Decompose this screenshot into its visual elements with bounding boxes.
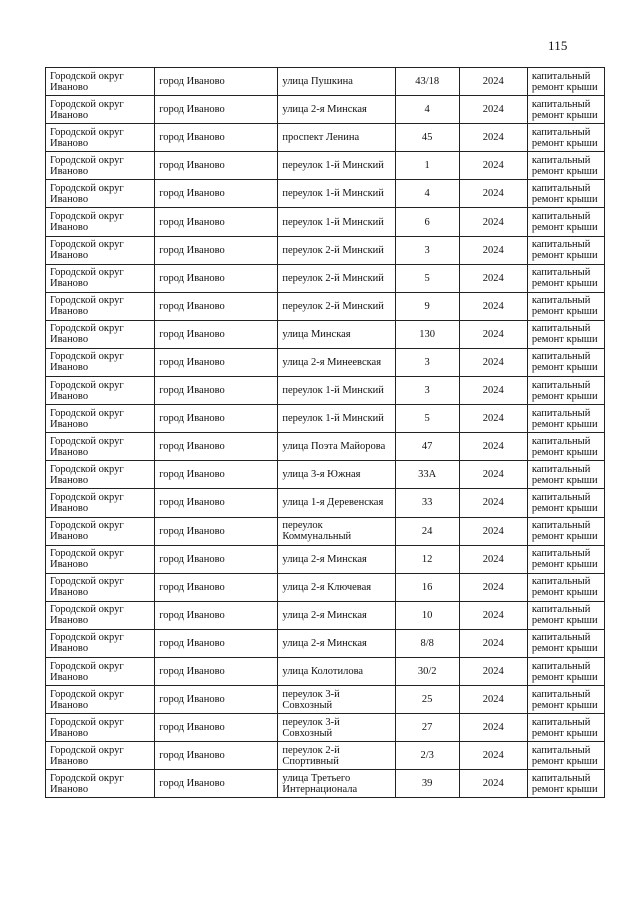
- registry-body: [46, 68, 605, 798]
- year-cell: 2024: [459, 433, 527, 461]
- street-cell: улица 2-я Минская: [278, 96, 395, 124]
- house-cell: 39: [395, 770, 459, 798]
- house-cell: 25: [395, 686, 459, 714]
- street-cell: переулок 3-й Совхозный: [278, 686, 395, 714]
- city-cell: город Иваново: [155, 770, 278, 798]
- table-row: [46, 629, 605, 657]
- house-cell: 4: [395, 180, 459, 208]
- street-cell: переулок 1-й Минский: [278, 152, 395, 180]
- city-cell: город Иваново: [155, 292, 278, 320]
- city-cell: город Иваново: [155, 377, 278, 405]
- street-cell: улица Третьего Интернационала: [278, 770, 395, 798]
- table-row: [46, 433, 605, 461]
- house-cell: 2/3: [395, 742, 459, 770]
- table-row: [46, 686, 605, 714]
- house-cell: 8/8: [395, 629, 459, 657]
- city-cell: город Иваново: [155, 433, 278, 461]
- street-cell: улица Минская: [278, 320, 395, 348]
- work-cell: капитальный ремонт крыши: [527, 68, 604, 96]
- city-cell: город Иваново: [155, 68, 278, 96]
- district-cell: Городской округ Иваново: [46, 96, 155, 124]
- table-row: [46, 461, 605, 489]
- house-cell: 33: [395, 489, 459, 517]
- district-cell: Городской округ Иваново: [46, 152, 155, 180]
- house-cell: 30/2: [395, 657, 459, 685]
- house-cell: 4: [395, 96, 459, 124]
- house-cell: 47: [395, 433, 459, 461]
- city-cell: город Иваново: [155, 545, 278, 573]
- city-cell: город Иваново: [155, 180, 278, 208]
- street-cell: переулок 2-й Минский: [278, 264, 395, 292]
- year-cell: 2024: [459, 489, 527, 517]
- year-cell: 2024: [459, 742, 527, 770]
- work-cell: капитальный ремонт крыши: [527, 686, 604, 714]
- work-cell: капитальный ремонт крыши: [527, 433, 604, 461]
- street-cell: улица 2-я Минская: [278, 545, 395, 573]
- work-cell: капитальный ремонт крыши: [527, 742, 604, 770]
- work-cell: капитальный ремонт крыши: [527, 770, 604, 798]
- street-cell: улица Колотилова: [278, 657, 395, 685]
- house-cell: 43/18: [395, 68, 459, 96]
- district-cell: Городской округ Иваново: [46, 348, 155, 376]
- house-cell: 6: [395, 208, 459, 236]
- city-cell: город Иваново: [155, 657, 278, 685]
- district-cell: Городской округ Иваново: [46, 320, 155, 348]
- house-cell: 1: [395, 152, 459, 180]
- year-cell: 2024: [459, 601, 527, 629]
- street-cell: улица Поэта Майорова: [278, 433, 395, 461]
- table-row: [46, 377, 605, 405]
- district-cell: Городской округ Иваново: [46, 517, 155, 545]
- district-cell: Городской округ Иваново: [46, 770, 155, 798]
- city-cell: город Иваново: [155, 714, 278, 742]
- street-cell: переулок 2-й Минский: [278, 292, 395, 320]
- district-cell: Городской округ Иваново: [46, 405, 155, 433]
- work-cell: капитальный ремонт крыши: [527, 517, 604, 545]
- district-cell: Городской округ Иваново: [46, 629, 155, 657]
- city-cell: город Иваново: [155, 236, 278, 264]
- table-row: [46, 96, 605, 124]
- year-cell: 2024: [459, 686, 527, 714]
- district-cell: Городской округ Иваново: [46, 433, 155, 461]
- year-cell: 2024: [459, 180, 527, 208]
- table-row: [46, 405, 605, 433]
- city-cell: город Иваново: [155, 96, 278, 124]
- table-row: [46, 320, 605, 348]
- work-cell: капитальный ремонт крыши: [527, 601, 604, 629]
- city-cell: город Иваново: [155, 208, 278, 236]
- year-cell: 2024: [459, 68, 527, 96]
- city-cell: город Иваново: [155, 405, 278, 433]
- district-cell: Городской округ Иваново: [46, 545, 155, 573]
- year-cell: 2024: [459, 208, 527, 236]
- district-cell: Городской округ Иваново: [46, 573, 155, 601]
- house-cell: 5: [395, 405, 459, 433]
- district-cell: Городской округ Иваново: [46, 601, 155, 629]
- city-cell: город Иваново: [155, 124, 278, 152]
- table-row: [46, 601, 605, 629]
- street-cell: переулок 1-й Минский: [278, 405, 395, 433]
- district-cell: Городской округ Иваново: [46, 686, 155, 714]
- street-cell: улица 3-я Южная: [278, 461, 395, 489]
- table-row: [46, 714, 605, 742]
- street-cell: переулок 3-й Совхозный: [278, 714, 395, 742]
- street-cell: улица 2-я Минская: [278, 601, 395, 629]
- year-cell: 2024: [459, 405, 527, 433]
- street-cell: переулок 2-й Спортивный: [278, 742, 395, 770]
- work-cell: капитальный ремонт крыши: [527, 461, 604, 489]
- street-cell: проспект Ленина: [278, 124, 395, 152]
- city-cell: город Иваново: [155, 348, 278, 376]
- house-cell: 45: [395, 124, 459, 152]
- year-cell: 2024: [459, 124, 527, 152]
- work-cell: капитальный ремонт крыши: [527, 714, 604, 742]
- year-cell: 2024: [459, 292, 527, 320]
- city-cell: город Иваново: [155, 461, 278, 489]
- district-cell: Городской округ Иваново: [46, 124, 155, 152]
- street-cell: переулок 1-й Минский: [278, 208, 395, 236]
- table-row: [46, 742, 605, 770]
- year-cell: 2024: [459, 96, 527, 124]
- street-cell: улица 2-я Минеевская: [278, 348, 395, 376]
- work-cell: капитальный ремонт крыши: [527, 152, 604, 180]
- work-cell: капитальный ремонт крыши: [527, 405, 604, 433]
- table-row: [46, 208, 605, 236]
- city-cell: город Иваново: [155, 573, 278, 601]
- house-cell: 3: [395, 348, 459, 376]
- table-row: [46, 68, 605, 96]
- table-row: [46, 545, 605, 573]
- house-cell: 27: [395, 714, 459, 742]
- district-cell: Городской округ Иваново: [46, 292, 155, 320]
- work-cell: капитальный ремонт крыши: [527, 236, 604, 264]
- house-cell: 3: [395, 236, 459, 264]
- table-row: [46, 180, 605, 208]
- work-cell: капитальный ремонт крыши: [527, 545, 604, 573]
- city-cell: город Иваново: [155, 629, 278, 657]
- table-row: [46, 264, 605, 292]
- house-cell: 33А: [395, 461, 459, 489]
- district-cell: Городской округ Иваново: [46, 264, 155, 292]
- house-cell: 10: [395, 601, 459, 629]
- street-cell: улица Пушкина: [278, 68, 395, 96]
- district-cell: Городской округ Иваново: [46, 68, 155, 96]
- work-cell: капитальный ремонт крыши: [527, 96, 604, 124]
- table-row: [46, 517, 605, 545]
- page-number: 115: [548, 38, 568, 53]
- street-cell: улица 2-я Минская: [278, 629, 395, 657]
- year-cell: 2024: [459, 152, 527, 180]
- city-cell: город Иваново: [155, 517, 278, 545]
- city-cell: город Иваново: [155, 152, 278, 180]
- table-row: [46, 348, 605, 376]
- street-cell: улица 2-я Ключевая: [278, 573, 395, 601]
- district-cell: Городской округ Иваново: [46, 208, 155, 236]
- table-row: [46, 124, 605, 152]
- district-cell: Городской округ Иваново: [46, 236, 155, 264]
- street-cell: улица 1-я Деревенская: [278, 489, 395, 517]
- work-cell: капитальный ремонт крыши: [527, 124, 604, 152]
- district-cell: Городской округ Иваново: [46, 742, 155, 770]
- table-row: [46, 152, 605, 180]
- work-cell: капитальный ремонт крыши: [527, 377, 604, 405]
- year-cell: 2024: [459, 573, 527, 601]
- year-cell: 2024: [459, 264, 527, 292]
- work-cell: капитальный ремонт крыши: [527, 180, 604, 208]
- district-cell: Городской округ Иваново: [46, 377, 155, 405]
- work-cell: капитальный ремонт крыши: [527, 629, 604, 657]
- work-cell: капитальный ремонт крыши: [527, 573, 604, 601]
- year-cell: 2024: [459, 714, 527, 742]
- street-cell: переулок 1-й Минский: [278, 180, 395, 208]
- city-cell: город Иваново: [155, 742, 278, 770]
- district-cell: Городской округ Иваново: [46, 461, 155, 489]
- house-cell: 24: [395, 517, 459, 545]
- district-cell: Городской округ Иваново: [46, 714, 155, 742]
- city-cell: город Иваново: [155, 264, 278, 292]
- city-cell: город Иваново: [155, 320, 278, 348]
- house-cell: 130: [395, 320, 459, 348]
- work-cell: капитальный ремонт крыши: [527, 657, 604, 685]
- year-cell: 2024: [459, 545, 527, 573]
- work-cell: капитальный ремонт крыши: [527, 489, 604, 517]
- year-cell: 2024: [459, 517, 527, 545]
- street-cell: переулок Коммунальный: [278, 517, 395, 545]
- house-cell: 12: [395, 545, 459, 573]
- work-cell: капитальный ремонт крыши: [527, 292, 604, 320]
- house-cell: 16: [395, 573, 459, 601]
- table-row: [46, 770, 605, 798]
- table-row: [46, 236, 605, 264]
- year-cell: 2024: [459, 629, 527, 657]
- city-cell: город Иваново: [155, 686, 278, 714]
- table-row: [46, 657, 605, 685]
- work-cell: капитальный ремонт крыши: [527, 320, 604, 348]
- city-cell: город Иваново: [155, 601, 278, 629]
- district-cell: Городской округ Иваново: [46, 657, 155, 685]
- year-cell: 2024: [459, 236, 527, 264]
- table-row: [46, 489, 605, 517]
- city-cell: город Иваново: [155, 489, 278, 517]
- table-row: [46, 573, 605, 601]
- street-cell: переулок 2-й Минский: [278, 236, 395, 264]
- street-cell: переулок 1-й Минский: [278, 377, 395, 405]
- district-cell: Городской округ Иваново: [46, 180, 155, 208]
- year-cell: 2024: [459, 657, 527, 685]
- work-cell: капитальный ремонт крыши: [527, 264, 604, 292]
- work-cell: капитальный ремонт крыши: [527, 208, 604, 236]
- repair-registry-table: [45, 67, 605, 798]
- house-cell: 3: [395, 377, 459, 405]
- district-cell: Городской округ Иваново: [46, 489, 155, 517]
- work-cell: капитальный ремонт крыши: [527, 348, 604, 376]
- year-cell: 2024: [459, 348, 527, 376]
- year-cell: 2024: [459, 461, 527, 489]
- table-row: [46, 292, 605, 320]
- year-cell: 2024: [459, 770, 527, 798]
- house-cell: 9: [395, 292, 459, 320]
- year-cell: 2024: [459, 320, 527, 348]
- year-cell: 2024: [459, 377, 527, 405]
- house-cell: 5: [395, 264, 459, 292]
